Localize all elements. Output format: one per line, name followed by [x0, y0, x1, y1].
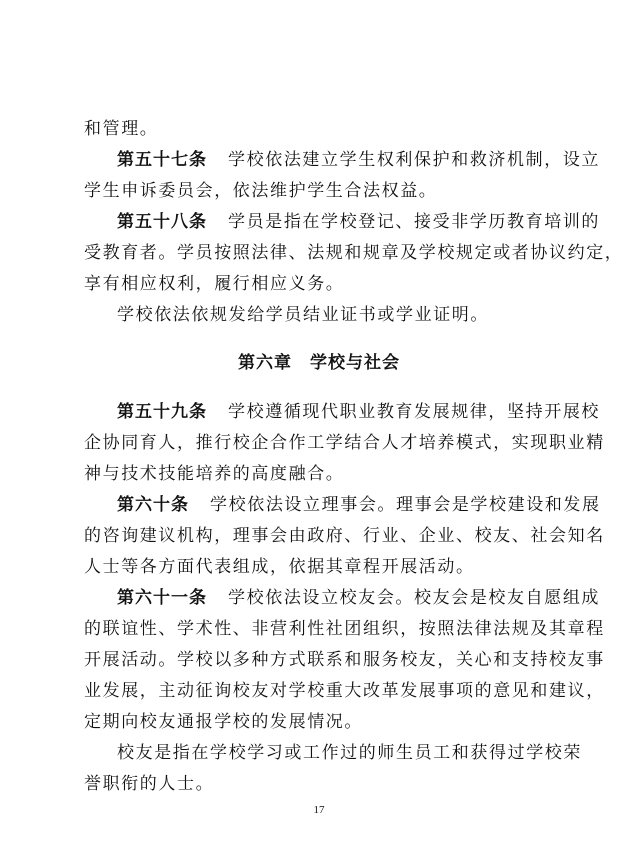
article-59-line: 第五十九条 学校遵循现代职业教育发展规律，坚持开展校: [117, 402, 601, 422]
article-label: 第六十条: [117, 495, 189, 515]
text-line: 誉职衔的人士。: [84, 774, 215, 794]
article-label: 第六十一条: [117, 588, 207, 608]
text-line: 的联谊性、学术性、非营利性社团组织，按照法律法规及其章程: [84, 619, 605, 639]
text-line: 学生申诉委员会，依法维护学生合法权益。: [84, 181, 438, 201]
text-line: 和管理。: [84, 119, 159, 139]
text-line: 校友是指在学校学习或工作过的师生员工和获得过学校荣: [117, 743, 582, 763]
text-line: 享有相应权利，履行相应义务。: [84, 274, 345, 294]
article-58-line: 第五十八条 学员是指在学校登记、接受非学历教育培训的: [117, 212, 601, 232]
article-label: 第五十七条: [117, 150, 207, 170]
text-line: 企协同育人，推行校企合作工学结合人才培养模式，实现职业精: [84, 433, 605, 453]
text-line: 学校依法依规发给学员结业证书或学业证明。: [117, 305, 489, 325]
text-line: 业发展，主动征询校友对学校重大改革发展事项的意见和建议，: [84, 681, 605, 701]
text-line: 受教育者。学员按照法律、法规和规章及学校规定或者协议约定，: [84, 243, 624, 263]
text-line: 定期向校友通报学校的发展情况。: [84, 712, 363, 732]
chapter-heading: [0, 352, 638, 374]
article-60-line: 第六十条 学校依法设立理事会。理事会是学校建设和发展: [117, 495, 601, 515]
page-number: 17: [313, 804, 325, 816]
text-line: 的咨询建议机构，理事会由政府、行业、企业、校友、社会知名: [84, 526, 605, 546]
article-61-line: 第六十一条 学校依法设立校友会。校友会是校友自愿组成: [117, 588, 601, 608]
chapter-title: 学校与社会: [310, 353, 400, 373]
chapter-number: 第六章: [238, 353, 292, 373]
text-line: 人士等各方面代表组成，依据其章程开展活动。: [84, 557, 475, 577]
article-label: 第五十八条: [117, 212, 207, 232]
text-line: 开展活动。学校以多种方式联系和服务校友，关心和支持校友事: [84, 650, 605, 670]
text-line: 神与技术技能培养的高度融合。: [84, 464, 345, 484]
article-label: 第五十九条: [117, 402, 207, 422]
article-57-line: 第五十七条 学校依法建立学生权利保护和救济机制，设立: [117, 150, 601, 170]
